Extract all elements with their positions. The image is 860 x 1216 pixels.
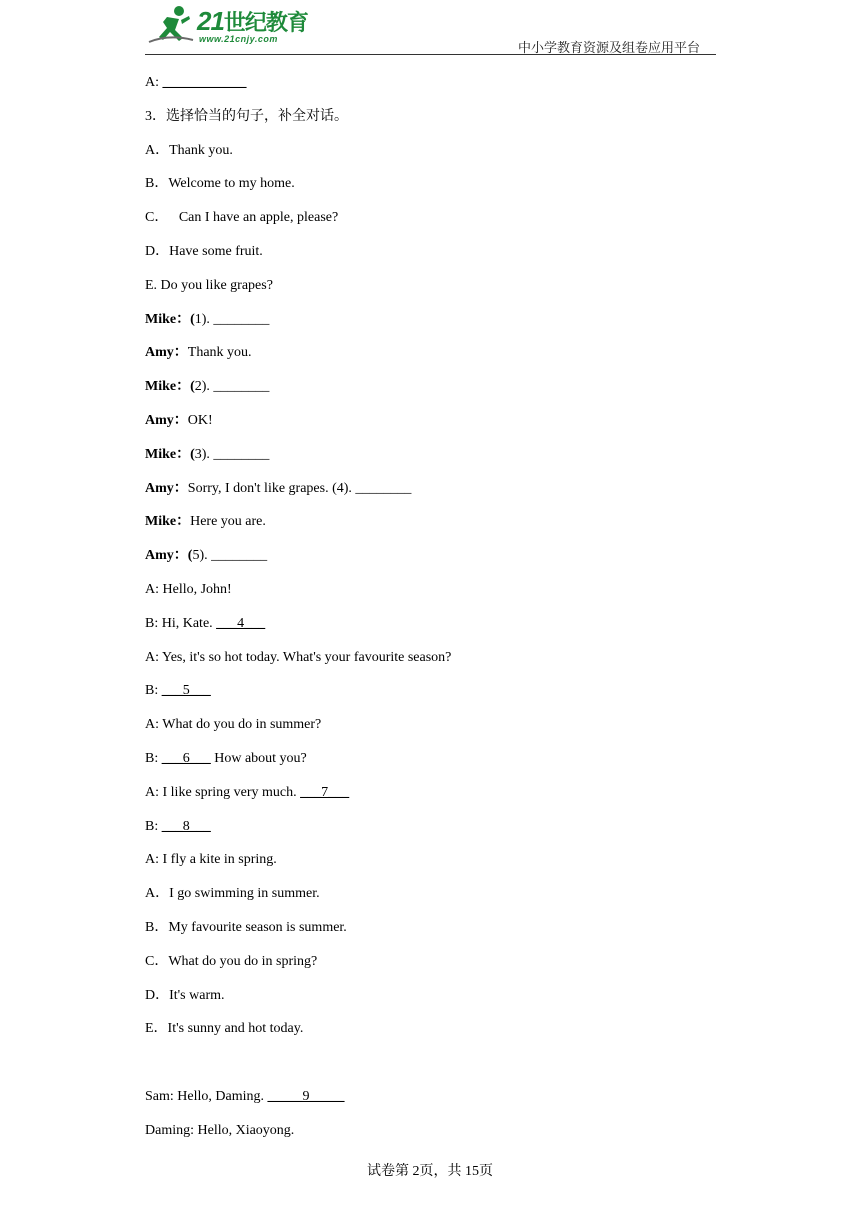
answer-blank[interactable]: _____9_____ — [267, 1088, 345, 1104]
speaker-label: Amy： — [145, 412, 188, 428]
blank-space — [145, 1053, 725, 1087]
text-line — [145, 749, 725, 783]
answer-blank[interactable]: ___4___ — [216, 615, 266, 631]
line-text: A: — [145, 75, 163, 90]
line-text: A: I like spring very much. — [145, 784, 301, 800]
text-line — [145, 614, 725, 648]
speaker-label: Amy：( — [145, 548, 193, 564]
line-text: B: — [145, 683, 162, 699]
line-text: 5). ________ — [192, 548, 268, 564]
line-text: B: — [145, 818, 162, 834]
text-line — [145, 445, 725, 479]
text-line — [145, 783, 725, 817]
line-text: B: Hi, Kate. — [145, 615, 217, 631]
text-line: A: Hello, John! — [145, 581, 232, 597]
speaker-label: Mike：( — [145, 311, 195, 327]
logo-text: 21世纪教育 — [197, 6, 308, 36]
text-line: Daming: Hello, Xiaoyong. — [145, 1122, 295, 1138]
text-line: 3．选择恰当的句子，补全对话。 — [145, 108, 348, 124]
answer-blank[interactable]: ___6___ — [161, 750, 211, 766]
text-line: B．Welcome to my home. — [145, 176, 295, 192]
text-line: E. Do you like grapes? — [145, 277, 273, 293]
speaker-label: Mike： — [145, 514, 191, 530]
logo — [145, 4, 315, 46]
text-line — [145, 343, 725, 377]
text-line — [145, 512, 725, 546]
page-header — [145, 0, 716, 56]
text-line: C． Can I have an apple, please? — [145, 210, 339, 226]
speaker-label: Mike：( — [145, 379, 195, 395]
text-line: E．It's sunny and hot today. — [145, 1021, 304, 1037]
line-text: 3). ________ — [194, 446, 270, 462]
text-line: A: Yes, it's so hot today. What's your favourite season? — [145, 649, 452, 665]
text-line — [145, 411, 725, 445]
text-line — [145, 817, 725, 851]
line-text: Here you are. — [190, 514, 266, 530]
line-text: Sorry, I don't like grapes. (4). ________ — [187, 480, 412, 496]
platform-title: 中小学教育资源及组卷应用平台 — [517, 40, 700, 55]
speaker-label: Mike：( — [145, 446, 195, 462]
line-text: Thank you. — [187, 345, 252, 361]
text-line: D．It's warm. — [145, 987, 225, 1003]
text-line: A．Thank you. — [145, 142, 233, 158]
text-line: C．What do you do in spring? — [145, 953, 318, 969]
header-divider — [145, 54, 716, 55]
text-line — [145, 377, 725, 411]
speaker-label: Amy： — [145, 480, 188, 496]
runner-logo-icon — [145, 4, 195, 46]
answer-blank[interactable]: ___5___ — [161, 683, 211, 699]
document-body — [145, 73, 725, 1155]
line-text: 1). ________ — [194, 311, 270, 327]
line-text: How about you? — [210, 750, 307, 766]
text-line — [145, 546, 725, 580]
line-text: Sam: Hello, Daming. — [145, 1088, 268, 1104]
text-line — [145, 73, 725, 107]
text-line — [145, 681, 725, 715]
text-line: D．Have some fruit. — [145, 243, 263, 259]
text-line: A．I go swimming in summer. — [145, 886, 320, 902]
page-footer: 试卷第 2页，共 15页 — [367, 1164, 493, 1179]
answer-blank[interactable]: ___7___ — [300, 784, 350, 800]
speaker-label: Amy： — [145, 345, 188, 361]
text-line: A: I fly a kite in spring. — [145, 852, 277, 868]
logo-url: www.21cnjy.com — [199, 34, 278, 44]
line-text: OK! — [187, 412, 213, 428]
text-line: A: What do you do in summer? — [145, 717, 322, 733]
text-line: B．My favourite season is summer. — [145, 919, 347, 935]
text-line — [145, 1087, 725, 1121]
answer-blank[interactable]: ____________ — [162, 75, 247, 90]
line-text: 2). ________ — [194, 379, 270, 395]
text-line — [145, 310, 725, 344]
line-text: B: — [145, 750, 162, 766]
text-line — [145, 479, 725, 513]
answer-blank[interactable]: ___8___ — [161, 818, 211, 834]
